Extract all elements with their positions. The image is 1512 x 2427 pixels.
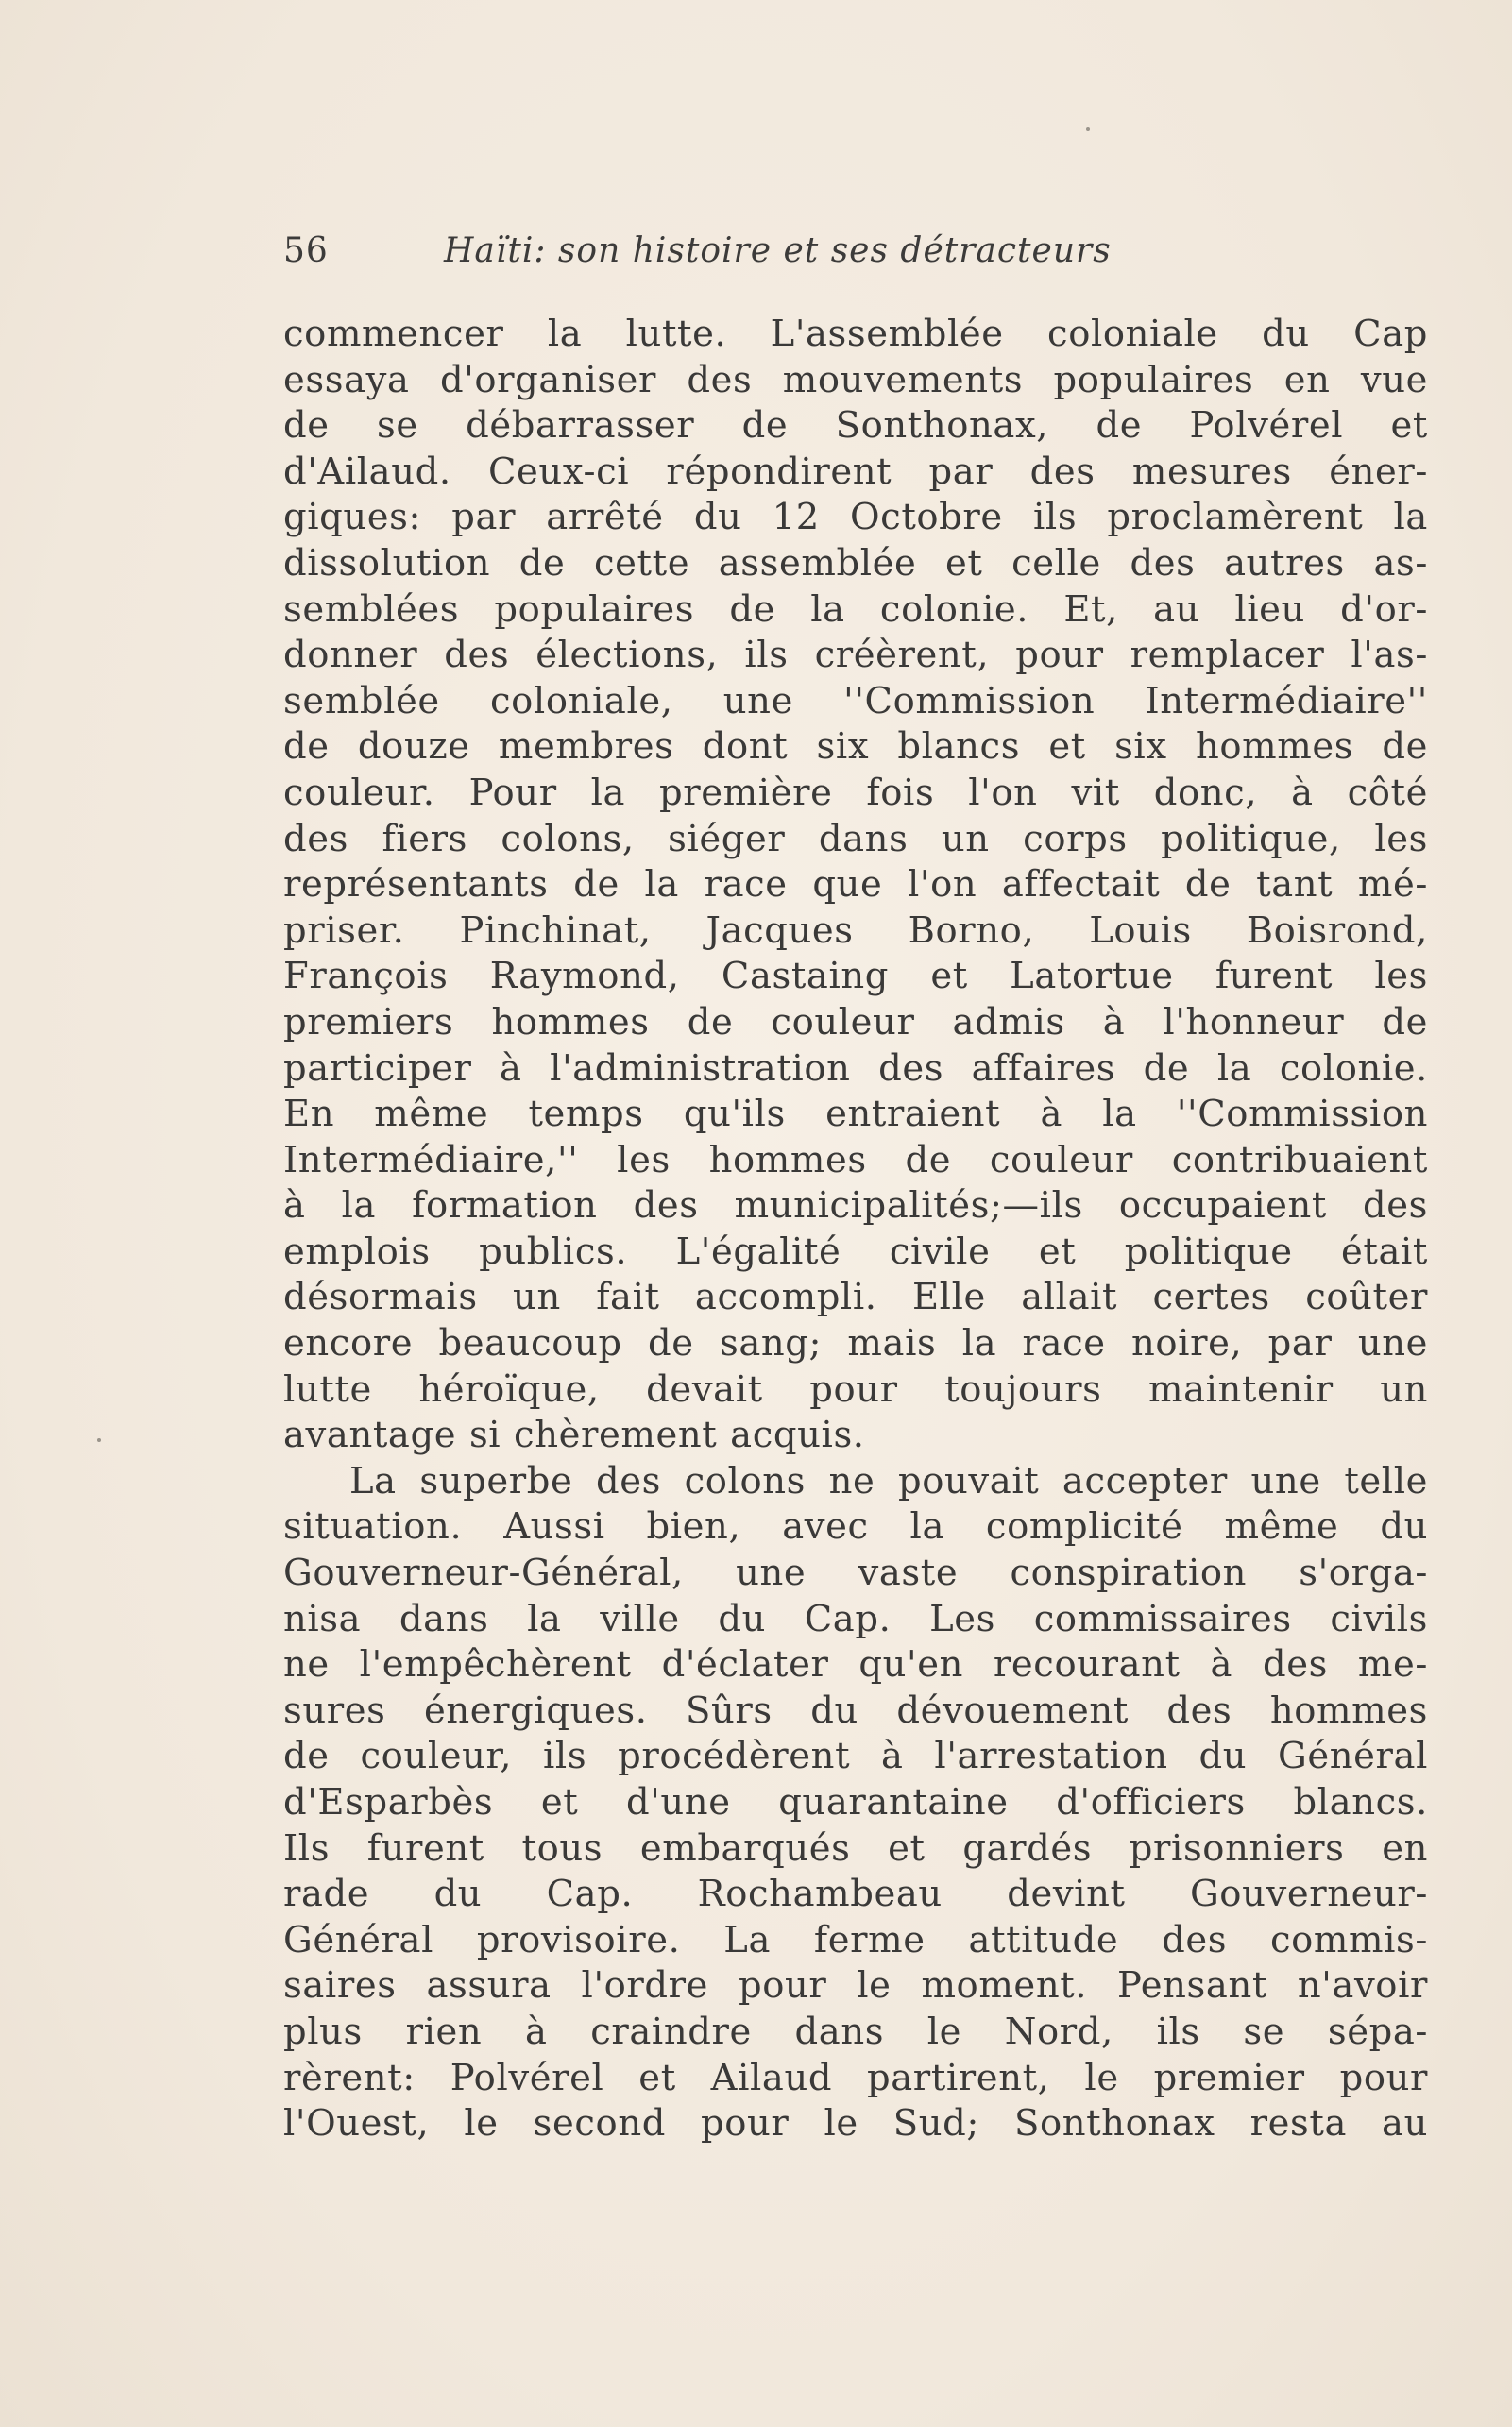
text-line: représentants de la race que l'on affectait de tant mé-	[283, 863, 1428, 907]
text-line: rèrent: Polvérel et Ailaud partirent, le premier pour	[283, 2056, 1428, 2099]
text-line: de se débarrasser de Sonthonax, de Polvérel et	[283, 404, 1428, 448]
page-header	[283, 231, 1242, 288]
text-line: plus rien à craindre dans le Nord, ils se sépa-	[283, 2010, 1428, 2053]
ink-speck	[1086, 127, 1090, 131]
text-line: Gouverneur-Général, une vaste conspiration s'orga-	[283, 1552, 1428, 1595]
text-line-paragraph-start: La superbe des colons ne pouvait accepter une telle	[349, 1459, 1428, 1502]
text-line: ne l'empêchèrent d'éclater qu'en recourant à des me-	[283, 1643, 1428, 1687]
text-line-paragraph-end: avantage si chèrement acquis.	[283, 1414, 865, 1457]
text-line: semblées populaires de la colonie. Et, au lieu d'or-	[283, 587, 1428, 631]
text-line: commencer la lutte. L'assemblée coloniale du Cap	[283, 313, 1428, 355]
text-line: semblée coloniale, une ''Commission Intermédiaire''	[283, 679, 1428, 722]
text-line: Général provisoire. La ferme attitude des commis-	[283, 1918, 1428, 1961]
text-line: participer à l'administration des affaires de la colonie.	[283, 1046, 1428, 1090]
text-line: l'Ouest, le second pour le Sud; Sonthonax resta au	[283, 2102, 1428, 2146]
text-line: giques: par arrêté du 12 Octobre ils proclamèrent la	[283, 496, 1428, 539]
body-text	[283, 312, 1428, 2147]
text-line: saires assura l'ordre pour le moment. Pensant n'avoir	[283, 1964, 1428, 2008]
text-line: couleur. Pour la première fois l'on vit donc, à côté	[283, 771, 1428, 814]
page-number: 56	[283, 231, 329, 270]
text-line: lutte héroïque, devait pour toujours maintenir un	[283, 1367, 1428, 1411]
text-line: désormais un fait accompli. Elle allait certes coûter	[283, 1276, 1428, 1319]
text-line: d'Ailaud. Ceux-ci répondirent par des mesures éner-	[283, 450, 1428, 493]
text-line: encore beaucoup de sang; mais la race noire, par une	[283, 1322, 1428, 1366]
text-line: à la formation des municipalités;—ils occupaient des	[283, 1184, 1428, 1228]
text-line: En même temps qu'ils entraient à la ''Commission	[283, 1093, 1428, 1136]
text-line: nisa dans la ville du Cap. Les commissaires civils	[283, 1597, 1428, 1640]
text-line: dissolution de cette assemblée et celle des autres as-	[283, 541, 1428, 585]
text-line: de douze membres dont six blancs et six hommes de	[283, 725, 1428, 769]
text-line: donner des élections, ils créèrent, pour remplacer l'as-	[283, 634, 1428, 677]
text-line: Intermédiaire,'' les hommes de couleur contribuaient	[283, 1138, 1428, 1181]
text-line: essaya d'organiser des mouvements populaires en vue	[283, 358, 1428, 401]
text-line: sures énergiques. Sûrs du dévouement des hommes	[283, 1689, 1428, 1732]
running-title: Haïti: son histoire et ses détracteurs	[444, 231, 1112, 270]
text-line: de couleur, ils procédèrent à l'arrestation du Général	[283, 1735, 1428, 1778]
text-line: emplois publics. L'égalité civile et politique était	[283, 1230, 1428, 1273]
text-line: situation. Aussi bien, avec la complicité même du	[283, 1505, 1428, 1549]
text-line: premiers hommes de couleur admis à l'honneur de	[283, 1000, 1428, 1044]
text-line: François Raymond, Castaing et Latortue furent les	[283, 955, 1428, 998]
text-line: d'Esparbès et d'une quarantaine d'officiers blancs.	[283, 1781, 1428, 1824]
text-line: des fiers colons, siéger dans un corps politique, les	[283, 817, 1428, 860]
text-line: rade du Cap. Rochambeau devint Gouverneur-	[283, 1873, 1428, 1916]
text-line: Ils furent tous embarqués et gardés prisonniers en	[283, 1826, 1428, 1870]
ink-speck	[97, 1438, 101, 1442]
text-line: priser. Pinchinat, Jacques Borno, Louis Boisrond,	[283, 908, 1428, 952]
